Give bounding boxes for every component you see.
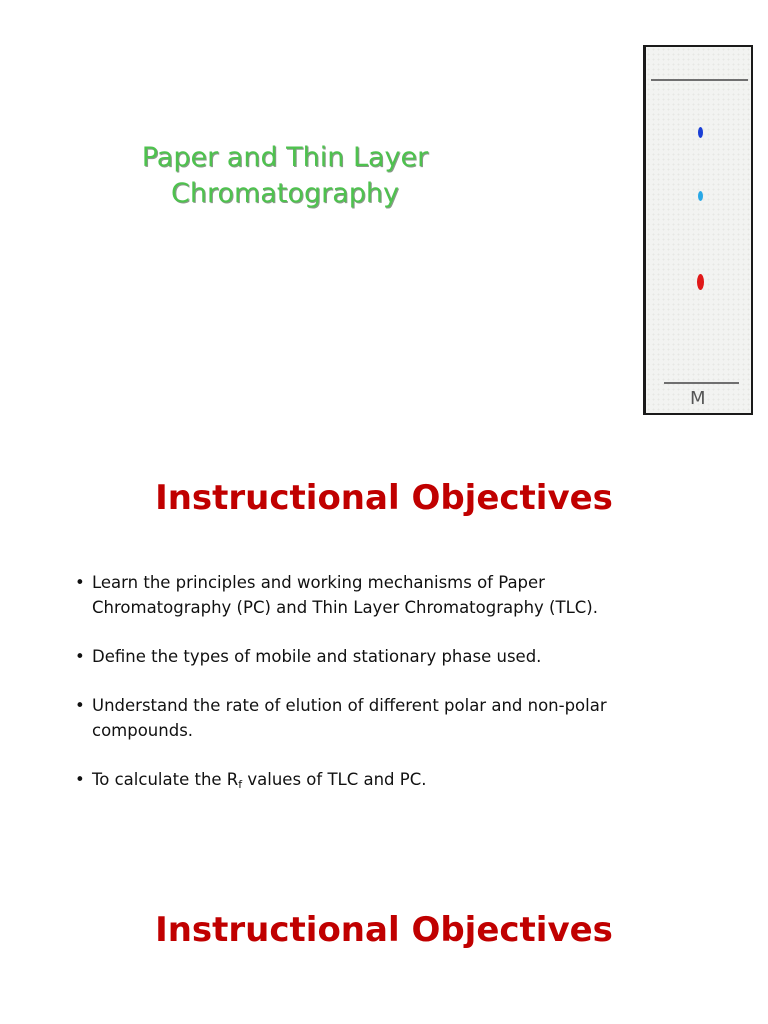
light-blue-spot (698, 191, 703, 201)
tlc-plate-image (643, 45, 753, 415)
slide-title (90, 140, 480, 212)
objectives-list (75, 570, 715, 816)
list-item-text-line-2: Chromatography (PC) and Thin Layer Chromatography (TLC). (92, 598, 598, 617)
bullet-symbol: • (75, 770, 85, 789)
rf-subscript: f (238, 778, 243, 791)
objectives-heading: Instructional Objectives (155, 478, 613, 518)
list-item-text-line-1: Learn the principles and working mechanisms of Paper (92, 573, 545, 592)
slide-title-line-1: Paper and Thin Layer (141, 142, 429, 173)
list-item-text-suffix: values of TLC and PC. (242, 770, 427, 789)
bullet-symbol: • (75, 696, 85, 715)
list-item-text-line-1: Define the types of mobile and stationary phase used. (92, 647, 542, 666)
slide-title-line-2: Chromatography (171, 178, 399, 209)
bullet-symbol: • (75, 647, 85, 666)
list-item (75, 767, 715, 792)
red-spot (697, 274, 704, 290)
objectives-heading-next-slide: Instructional Objectives (155, 910, 613, 950)
lane-label: M (690, 388, 706, 409)
list-item-text-line-1: Understand the rate of elution of different polar and non-polar (92, 696, 607, 715)
list-item-text-line-2: compounds. (92, 721, 194, 740)
bullet-symbol: • (75, 573, 85, 592)
solvent-front-line (651, 79, 748, 81)
list-item (75, 693, 715, 743)
blue-spot (698, 127, 703, 138)
origin-line (664, 382, 739, 384)
list-item-text-prefix: To calculate the R (92, 770, 239, 789)
list-item (75, 644, 715, 669)
list-item (75, 570, 715, 620)
